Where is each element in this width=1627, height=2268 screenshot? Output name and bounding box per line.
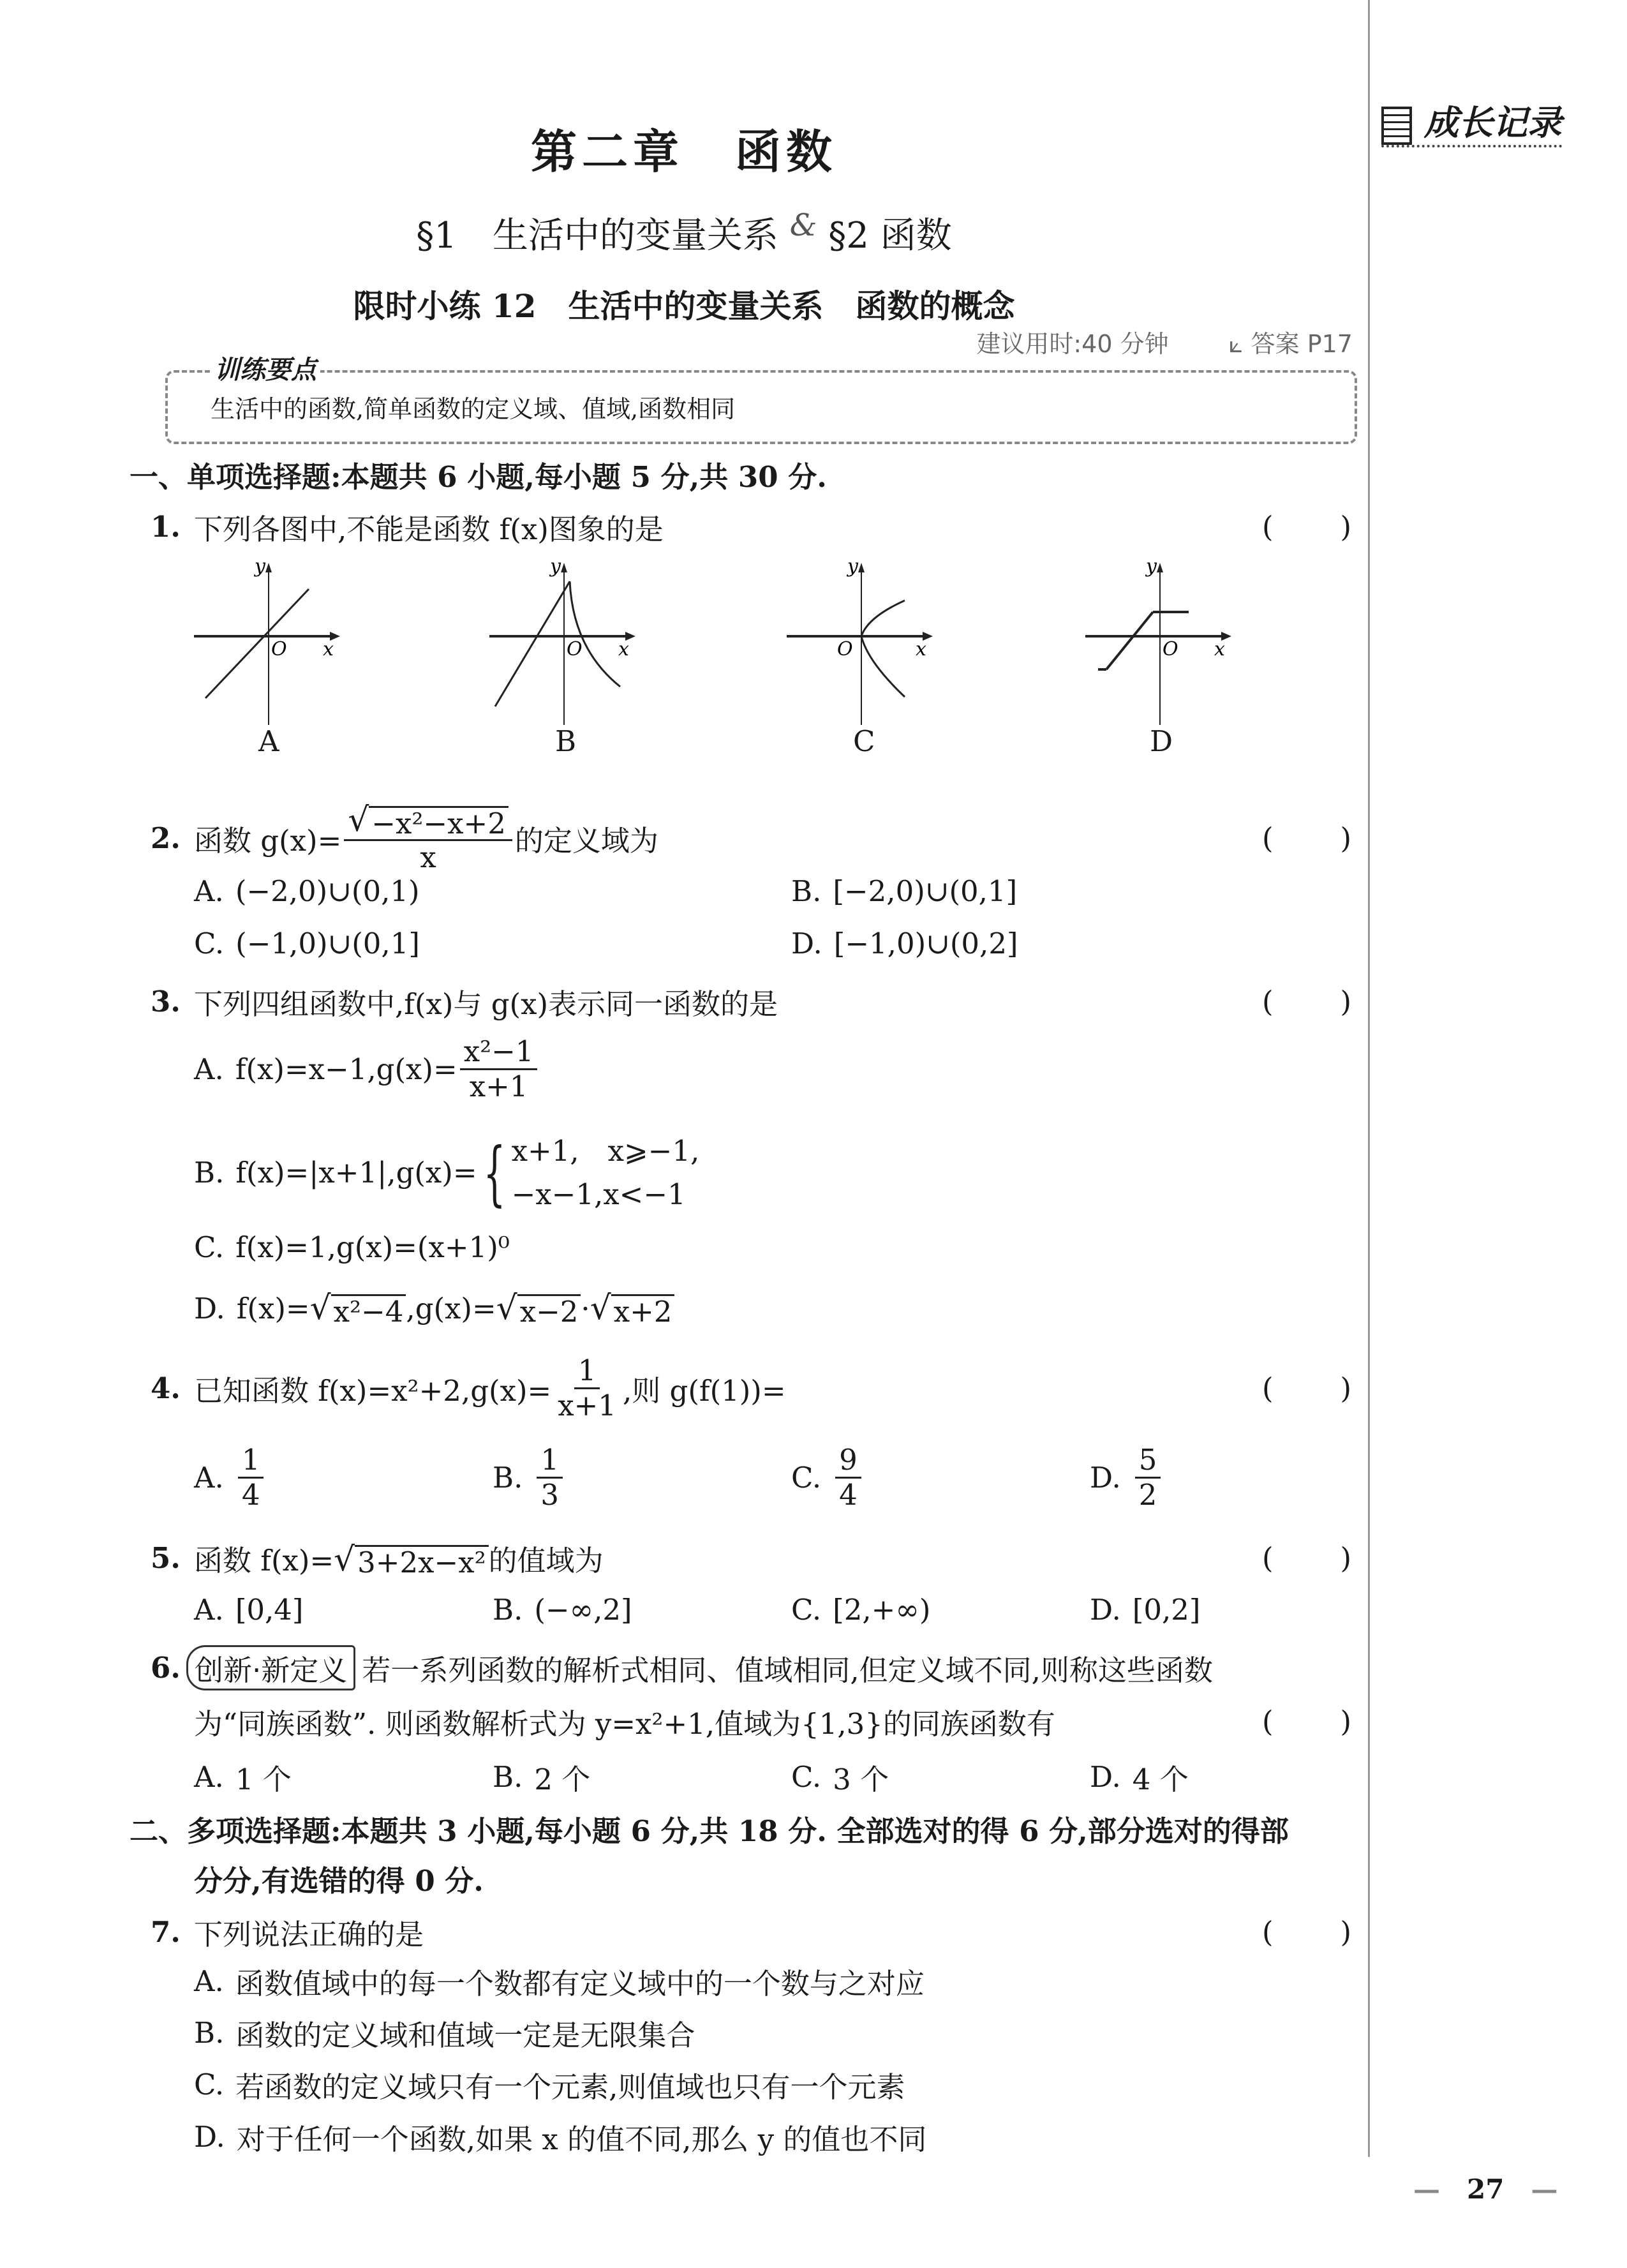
q3-c-label: C. — [194, 1230, 225, 1264]
q2-options-3-value: [−1,0)∪(0,2] — [833, 927, 1018, 960]
key-points-text: 生活中的函数,简单函数的定义域、值域,函数相同 — [211, 395, 736, 423]
q3-b-case2: −x−1,x<−1 — [511, 1177, 686, 1211]
graph-label-D: D — [1150, 724, 1173, 758]
q5-pre: 函数 f(x)= — [194, 1543, 334, 1578]
practice-title: 限时小练 12 生活中的变量关系 函数的概念 — [353, 287, 1015, 325]
q4-options-3-label: D. — [1090, 1460, 1121, 1495]
q7-options-0-label: A. — [194, 1964, 224, 1998]
fraction: √ −x²−x+2 x — [344, 802, 512, 874]
q4-post: ,则 g(f(1))= — [622, 1373, 786, 1408]
paren: ( — [1262, 509, 1274, 544]
x-axis-label: x — [323, 638, 334, 660]
y-axis-label: y — [255, 555, 265, 578]
q5-options-3-label: D. — [1090, 1593, 1121, 1627]
q6-options-3-label: D. — [1090, 1760, 1121, 1794]
paren-close: ) — [1340, 821, 1351, 855]
question-number: 3. — [151, 984, 181, 1018]
option-B[interactable] — [791, 874, 1017, 908]
q2-options-1-label: B. — [791, 874, 822, 908]
q2-options-2-label: C. — [194, 927, 225, 960]
origin-label: O — [1163, 638, 1178, 660]
y-axis-label: y — [847, 555, 858, 578]
question-number: 2. — [151, 821, 181, 855]
graph-A — [194, 555, 340, 725]
graph-D — [1085, 555, 1231, 725]
stem-line-2: 为“同族函数”. 则函数解析式为 y=x²+1,值域为{1,3}的同族函数有 — [194, 1706, 1055, 1741]
option-A[interactable] — [194, 1756, 292, 1798]
paren-close: ) — [1340, 1541, 1351, 1575]
graph-label-C: C — [853, 724, 875, 758]
option-D[interactable] — [1090, 1444, 1163, 1512]
origin-label: O — [837, 638, 853, 660]
q6-options-0-label: A. — [194, 1760, 224, 1794]
question-number: 6. — [151, 1650, 181, 1685]
option-B[interactable] — [493, 1444, 565, 1512]
paren-close: ) — [1340, 509, 1351, 544]
q3-c-text: f(x)=1,g(x)=(x+1)⁰ — [235, 1230, 510, 1264]
option-A[interactable] — [194, 874, 420, 908]
q4-options-1-n: 1 — [537, 1444, 563, 1479]
side-label: 成长记录 — [1423, 102, 1562, 143]
graph-label-A: A — [258, 724, 279, 758]
q7-options-3-value: 对于任何一个函数,如果 x 的值不同,那么 y 的值也不同 — [236, 2123, 927, 2156]
option-C[interactable] — [194, 2064, 905, 2105]
option-D[interactable] — [791, 927, 1018, 960]
question-6 — [0, 1645, 1368, 1690]
q4-options-3-d: 2 — [1138, 1477, 1157, 1512]
q7-options-0-value: 函数值域中的每一个数都有定义域中的一个数与之对应 — [235, 1967, 925, 2001]
question-5: 5. 函数 f(x)= √ 3+2x−x² 的值域为 ( ) — [0, 1535, 1368, 1580]
option-D[interactable]: D. f(x)= √ x²−4 ,g(x)= √ x−2 · √ x+2 — [194, 1289, 674, 1327]
function-curve — [861, 601, 905, 697]
stem-line-1: 若一系列函数的解析式相同、值域相同,但定义域不同,则称这些函数 — [362, 1653, 1213, 1687]
q6-options-2-value: 3 个 — [833, 1763, 889, 1796]
question-2 — [0, 800, 1368, 875]
answer-blank[interactable] — [1262, 1915, 1351, 1949]
question-stem: 下列说法正确的是 — [194, 1917, 424, 1951]
option-D[interactable] — [1090, 1593, 1200, 1627]
denominator: x — [420, 840, 436, 875]
answer-blank[interactable] — [1262, 1541, 1351, 1575]
q5-options-1-label: B. — [493, 1593, 523, 1627]
option-A[interactable] — [194, 1035, 540, 1103]
stem-pre: 函数 g(x)= — [194, 823, 342, 858]
q4-options-0-d: 4 — [241, 1477, 260, 1512]
q3-d-label: D. — [194, 1291, 225, 1325]
q4-options-2-d: 4 — [839, 1477, 858, 1512]
y-axis-label: y — [550, 555, 561, 578]
paren: ( — [1262, 984, 1274, 1018]
option-A[interactable] — [194, 1593, 304, 1627]
y-axis-arrow-icon — [561, 563, 567, 572]
option-C[interactable] — [791, 1444, 864, 1512]
q5-options-3-value: [0,2] — [1132, 1593, 1201, 1627]
brace-icon: { — [483, 1131, 506, 1214]
paren-close: ) — [1340, 1371, 1351, 1405]
graph-label-B: B — [555, 724, 577, 758]
paren: ( — [1262, 1704, 1274, 1738]
question-6-line-2 — [0, 1699, 1368, 1743]
q4-n: 1 — [574, 1354, 600, 1389]
q4-pre: 已知函数 f(x)=x²+2,g(x)= — [194, 1373, 552, 1408]
q3-a-n: x²−1 — [460, 1035, 538, 1070]
origin-label: O — [567, 638, 583, 660]
margin-divider — [1368, 0, 1370, 2157]
answer-blank[interactable] — [1262, 1371, 1351, 1405]
option-D[interactable] — [194, 2116, 926, 2158]
ampersand: & — [789, 207, 817, 243]
q5-options-0-value: [0,4] — [235, 1593, 304, 1627]
radicand: −x²−x+2 — [369, 806, 509, 840]
answer-blank[interactable] — [1262, 985, 1351, 1018]
option-C[interactable] — [194, 927, 420, 960]
question-number: 7. — [151, 1914, 181, 1949]
function-curve — [1106, 612, 1153, 669]
option-B[interactable] — [194, 2012, 695, 2054]
paren-close: ) — [1340, 984, 1351, 1018]
q7-options-2-value: 若函数的定义域只有一个元素,则值域也只有一个元素 — [235, 2070, 905, 2104]
notebook-icon — [1381, 107, 1412, 145]
section-1-heading: 一、单项选择题:本题共 6 小题,每小题 5 分,共 30 分. — [130, 459, 827, 494]
q5-options-2-label: C. — [791, 1593, 822, 1627]
q3-a-label: A. — [194, 1052, 224, 1086]
chapter-title: 第二章 函数 — [530, 124, 837, 179]
x-axis-label: x — [1214, 638, 1225, 660]
section-2-heading-line-2: 分分,有选错的得 0 分. — [194, 1863, 484, 1898]
answer-blank[interactable] — [1262, 1705, 1351, 1738]
q7-options-3-label: D. — [194, 2120, 225, 2154]
option-B[interactable] — [194, 1130, 699, 1216]
question-number: 4. — [151, 1371, 181, 1405]
q3-d-pre: f(x)= — [236, 1291, 310, 1325]
q6-options-1-value: 2 个 — [534, 1763, 591, 1796]
option-A[interactable] — [194, 1960, 925, 2002]
option-B[interactable] — [493, 1593, 632, 1627]
q2-options-2-value: (−1,0)∪(0,1] — [235, 927, 420, 960]
growth-record-label — [1381, 96, 1562, 147]
answer-reference: 答案 P17 — [1251, 330, 1353, 358]
option-D[interactable] — [1090, 1756, 1189, 1798]
paren-close: ) — [1340, 1914, 1351, 1949]
q5-post: 的值域为 — [488, 1543, 604, 1578]
x-axis-label: x — [916, 638, 926, 660]
q3-a-d: x+1 — [469, 1069, 528, 1103]
q7-options-2-label: C. — [194, 2068, 225, 2101]
x-axis-label: x — [618, 638, 629, 660]
y-axis-label: y — [1146, 555, 1157, 578]
function-curve — [570, 581, 620, 687]
q7-options-1-value: 函数的定义域和值域一定是无限集合 — [235, 2018, 695, 2052]
q6-options-0-value: 1 个 — [235, 1763, 292, 1796]
question-number: 1. — [151, 509, 181, 544]
question-4 — [0, 1353, 1368, 1423]
q3-b-pre: f(x)=|x+1|,g(x)= — [235, 1156, 477, 1190]
q4-options-0-label: A. — [194, 1460, 224, 1495]
key-points-title: 训练要点 — [211, 350, 320, 386]
q3-b-label: B. — [194, 1156, 225, 1190]
stem-post: 的定义域为 — [514, 823, 658, 858]
q6-options-1-label: B. — [493, 1760, 523, 1794]
function-curve — [205, 589, 309, 698]
q3-d-r2: x−2 — [517, 1294, 581, 1328]
q3-d-r1: x²−4 — [331, 1294, 406, 1328]
section-2-heading-line-1: 二、多项选择题:本题共 3 小题,每小题 6 分,共 18 分. 全部选对的得 6 分,部分选对的得部 — [130, 1814, 1289, 1848]
q7-options-1-label: B. — [194, 2016, 225, 2050]
origin-label: O — [271, 638, 287, 660]
q5-options-0-label: A. — [194, 1593, 224, 1627]
q6-options-3-value: 4 个 — [1132, 1763, 1189, 1796]
paren: ( — [1262, 1541, 1274, 1575]
y-axis-arrow-icon — [265, 563, 272, 572]
q4-options-1-d: 3 — [540, 1477, 560, 1512]
paren-close: ) — [1340, 1704, 1351, 1738]
q1-graphs — [0, 0, 1368, 779]
paren: ( — [1262, 1914, 1274, 1949]
q2-options-0-value: (−2,0)∪(0,1) — [235, 874, 420, 908]
q2-options-1-value: [−2,0)∪(0,1] — [833, 874, 1018, 908]
option-C[interactable] — [791, 1593, 930, 1627]
option-A[interactable] — [194, 1444, 266, 1512]
q3-d-dot: · — [581, 1291, 590, 1325]
q3-b-case1: x+1, x⩾−1, — [511, 1134, 700, 1168]
q4-options-1-label: B. — [493, 1460, 523, 1495]
q4-d: x+1 — [558, 1388, 616, 1422]
question-stem: 下列各图中,不能是函数 f(x)图象的是 — [194, 512, 664, 546]
q3-d-mid: ,g(x)= — [406, 1291, 496, 1325]
section-title-2: §2 函数 — [828, 215, 952, 257]
q5-options-2-value: [2,+∞) — [833, 1593, 931, 1627]
function-curve — [495, 581, 570, 706]
q5-r: 3+2x−x² — [355, 1545, 488, 1579]
question-7 — [0, 1909, 1368, 1954]
graph-C — [787, 555, 933, 725]
answer-arrow-icon: ⟀ — [1228, 330, 1244, 358]
suggested-time: 建议用时:40 分钟 — [976, 330, 1169, 358]
paren: ( — [1262, 1371, 1274, 1405]
q4-options-0-n: 1 — [238, 1444, 264, 1479]
q5-options-1-value: (−∞,2] — [534, 1593, 632, 1627]
option-C[interactable] — [791, 1756, 889, 1798]
q4-options-2-n: 9 — [835, 1444, 861, 1479]
q2-options-3-label: D. — [791, 927, 822, 960]
q2-options-0-label: A. — [194, 874, 224, 908]
innovation-badge: 创新·新定义 — [186, 1645, 355, 1690]
q6-options-2-label: C. — [791, 1760, 822, 1794]
question-stem: 下列四组函数中,f(x)与 g(x)表示同一函数的是 — [194, 987, 778, 1021]
question-3 — [0, 979, 1368, 1024]
section-title-1: §1 生活中的变量关系 — [416, 215, 778, 257]
q3-d-r3: x+2 — [611, 1294, 675, 1328]
page-number: — 27 — — [1413, 2174, 1558, 2205]
option-B[interactable] — [493, 1756, 590, 1798]
y-axis-arrow-icon — [1157, 563, 1163, 572]
q4-options-3-n: 5 — [1135, 1444, 1161, 1479]
y-axis-arrow-icon — [858, 563, 865, 572]
question-number: 5. — [151, 1541, 181, 1575]
paren: ( — [1262, 821, 1274, 855]
option-C[interactable] — [194, 1230, 510, 1264]
q3-a-pre: f(x)=x−1,g(x)= — [235, 1052, 457, 1086]
q4-options-2-label: C. — [791, 1460, 822, 1495]
page-number-text: 27 — [1467, 2174, 1504, 2205]
graph-B — [489, 555, 635, 725]
answer-blank[interactable] — [1262, 821, 1351, 855]
